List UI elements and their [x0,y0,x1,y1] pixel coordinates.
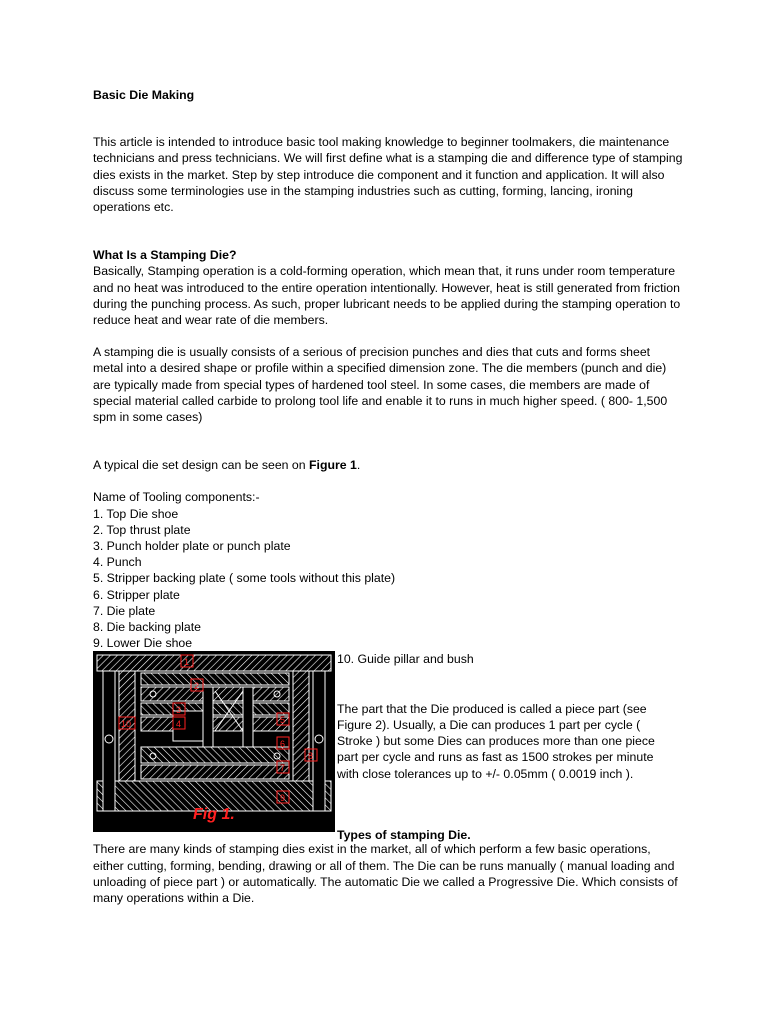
list-item: 5. Stripper backing plate ( some tools without this plate) [93,571,396,586]
document-body [93,87,683,906]
list-item: 1. Top Die shoe [93,506,179,521]
die-set-drawing [93,651,335,832]
section-heading-stamping-die: What Is a Stamping Die? [93,248,237,263]
figure-label-1: 1 [184,657,190,668]
figure-reference-link: Figure 1 [309,458,357,473]
die-set-figure [93,651,335,832]
list-item: 2. Top thrust plate [93,522,191,537]
list-item: 8. Die backing plate [93,620,202,635]
document-title: Basic Die Making [93,88,195,102]
figure-label-6: 6 [280,739,286,750]
section-heading-types: Types of stamping Die. [337,828,471,843]
figure-reference [93,457,683,473]
stamping-paragraph-1: Basically, Stamping operation is a cold-forming operation, which mean that, it runs under room temperature and no heat was introduced to the entire operation intentionally. However, heat is still generated from friction during the punching process. As such, proper lubricant needs to be applied during the stamping operation to reduce heat and wear rate of die members. [93,264,681,328]
figure-label-4: 4 [176,719,182,730]
list-item: 10. Guide pillar and bush [337,652,474,667]
figure-reference-suffix: . [356,458,361,473]
types-paragraph: There are many kinds of stamping dies exist in the market, all of which perform a few basic operations, either cutting, forming, bending, drawing or all of them. The Die can be runs manually ( manual loading and unloading of piece part ) or automatically. The automatic Die we called a Progressive Die. Which consists of many operations within a Die. [93,842,678,906]
intro-paragraph: This article is intended to introduce basic tool making knowledge to beginner toolmakers, die maintenance technicians and press technicians. We will first define what is a stamping die and difference type of stamping dies exists in the market. Step by step introduce die component and it function and application. It will also discuss some terminologies use in the stamping industries such as cutting, forming, lancing, ironing operations etc. [93,135,683,215]
figure-reference-prefix: A typical die set design can be seen on [93,458,310,473]
figure-row [93,651,683,841]
figure-label-8: 8 [308,751,314,762]
list-item: 4. Punch [93,555,142,570]
list-item: 9. Lower Die shoe [93,636,193,651]
figure-caption: Fig 1. [193,806,235,824]
list-item: 7. Die plate [93,603,156,618]
list-item: 6. Stripper plate [93,587,180,602]
components-list [93,489,683,651]
figure-side-text [337,651,677,781]
figure-label-2: 2 [194,681,200,692]
figure-label-7: 7 [280,763,286,774]
figure-label-10: 10 [121,719,132,730]
figure-label-9: 9 [280,793,286,804]
figure-label-3: 3 [176,705,182,716]
components-heading: Name of Tooling components:- [93,490,260,505]
list-item: 3. Punch holder plate or punch plate [93,539,291,554]
stamping-paragraph-2: A stamping die is usually consists of a serious of precision punches and dies that cuts and forms sheet metal into a desired shape or profile within a specified dimension zone. The die members (punch and die) are typically made from special types of hardened tool steel. In some cases, die members are made of special material called carbide to prolong tool life and enable it to runs in much higher speed. ( 800- 1,500 spm in some cases) [93,345,668,425]
figure-label-5: 5 [280,715,286,726]
piece-part-paragraph: The part that the Die produced is called a piece part (see Figure 2). Usually, a Die can produces 1 part per cycle ( Stroke ) but some Dies can produces more than one piece part per cycle and runs as fast as 1500 strokes per minute with close tolerances up to +/- 0.05mm ( 0.0019 inch ). [337,701,655,781]
